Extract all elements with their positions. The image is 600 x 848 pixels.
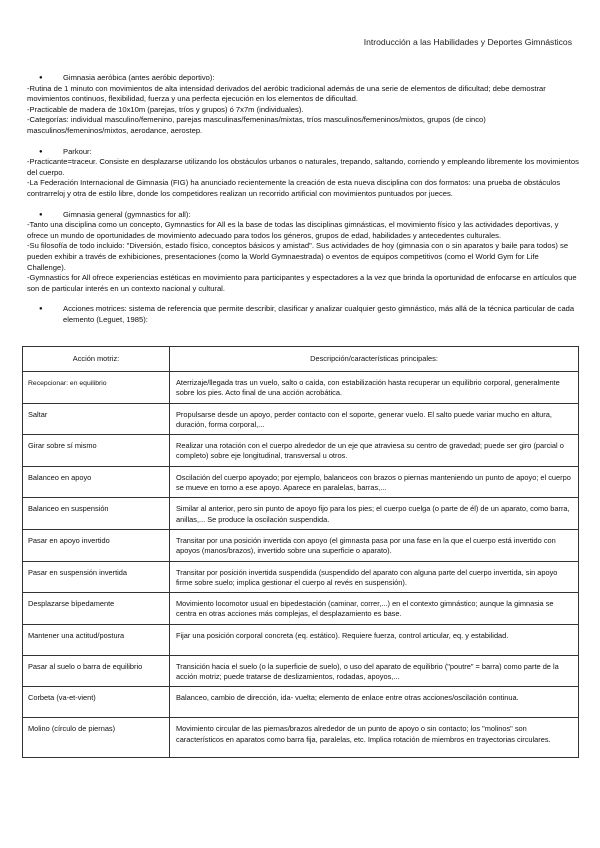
descripcion-cell: Similar al anterior, pero sin punto de apoyo fijo para los pies; el cuerpo cuelga (o parte de él) de un aparato, como barra, anillas,... Se produce la oscilación suspendida. [170,498,579,530]
descripcion-cell: Transitar por posición invertida suspendida (suspendido del aparato con alguna parte del cuerpo invertida, sin apoyo firme sobre suelo; implica gestionar el cuerpo al revés en suspensión). [170,561,579,593]
table-row [23,561,579,593]
accion-cell: Balanceo en apoyo [23,466,170,498]
table-row [23,529,579,561]
descripcion-cell: Realizar una rotación con el cuerpo alrededor de un eje que atraviesa su centro de gravedad; puede ser giro (parcial o completo) sobre eje longitudinal, transversal u otros. [170,435,579,467]
accion-cell: Pasar en suspensión invertida [23,561,170,593]
table-row [23,687,579,718]
paragraph: -Practicable de madera de 10x10m (parejas, tríos y grupos) ó 7x7m (individuales). [27,104,304,114]
accion-cell: Balanceo en suspensión [23,498,170,530]
table-row [23,372,579,404]
accion-cell: Desplazarse bípedamente [23,593,170,625]
paragraph: -Tanto una disciplina como un concepto, Gymnastics for All es la base de todas las disciplinas gimnásticas, el movimiento físico y las actividades deportivas, y ofrece un mundo de oportunidades de movimiento adecuado para todos los géneros, grupos de edad, habilidades y antecedentes culturales. [27,220,559,240]
descripcion-cell: Movimiento circular de las piernas/brazos alrededor de un punto de apoyo o sin contacto; los "molinos" son característicos en aparatos como barra fija, paralelas, etc. Implica rotación de miembros en trayectorias circulares. [170,718,579,758]
descripcion-cell: Fijar una posición corporal concreta (eq. estático). Requiere fuerza, control articular, eq. y estabilidad. [170,624,579,655]
paragraph: -Categorías: individual masculino/femenino, parejas masculinas/femeninas/mixtas, tríos masculinos/femeninos/mixtos, grupos (de cinco) masculinos/femeninos/mixtos, aerodance, aerostep. [27,115,486,135]
table-row [23,435,579,467]
accion-cell: Corbeta (va-et-vient) [23,687,170,718]
descripcion-cell: Movimiento locomotor usual en bipedestación (caminar, correr,...) en el contexto gimnástico; aunque la gimnasia se centra en otras acciones más complejas, el desplazamiento es base. [170,593,579,625]
descripcion-cell: Balanceo, cambio de dirección, ida- vuelta; elemento de enlace entre otras acciones/oscilación continua. [170,687,579,718]
accion-cell: Pasar al suelo o barra de equilibrio [23,655,170,687]
section-gimnasia-general [27,210,579,295]
paragraph: -Rutina de 1 minuto con movimientos de alta intensidad derivados del aeróbic tradicional además de una serie de elementos de dificultad; debe demostrar movimientos continuos, flexibilidad, fuerza y una perfecta ejecución en los elementos de dificultad. [27,83,546,104]
table-row [23,498,579,530]
section-heading: ● Gimnasia general (gymnastics for all): [27,210,579,221]
table-row [23,593,579,625]
section-aerobica [27,73,579,137]
accion-cell: Girar sobre sí mismo [23,435,170,467]
accion-cell [23,372,170,404]
table-row [23,466,579,498]
accion-cell: Pasar en apoyo invertido [23,529,170,561]
acciones-intro: ● Acciones motrices: sistema de referencia que permite describir, clasificar y analizar cualquier gesto gimnástico, más allá de la técnica particular de cada elemento (Leguet, 1985): [27,304,579,325]
column-header-accion: Acción motriz: [23,347,170,372]
page-header: Introducción a las Habilidades y Deportes Gimnásticos [363,37,572,47]
document-body [27,73,579,335]
table-header-row [23,347,579,372]
descripcion-cell: Propulsarse desde un apoyo, perder contacto con el soporte, generar vuelo. El salto puede variar mucho en altura, duración, forma corporal,... [170,403,579,435]
accion-cell: Mantener una actitud/postura [23,624,170,655]
section-heading: ● Parkour: [27,147,579,158]
paragraph: -Practicante=traceur. Consiste en desplazarse utilizando los obstáculos urbanos o naturales, trepando, saltando, corriendo y empleando libremente los movimientos del cuerpo. [27,157,579,177]
paragraph: -La Federación Internacional de Gimnasia (FIG) ha anunciado recientemente la creación de esta nueva disciplina con dos formatos: una prueba de obstáculos contrarreloj y otra de estilo libre, donde los competidores realizan un recorrido artificial con movimientos puntuados por jueces. [27,178,561,198]
column-header-descripcion: Descripción/características principales: [170,347,579,372]
paragraph: -Su filosofía de todo incluido: "Diversión, estado físico, conceptos básicos y amistad". Sus actividades de hoy (gimnasia con o sin aparatos y baile para todos) se pueden exhibir a través de exhibiciones, presentaciones (como la World Gymnaestrada) o eventos de equipos competitivos (como el World Gym for Life Challenge). [27,241,569,272]
descripcion-cell: Transición hacia el suelo (o la superficie de suelo), o uso del aparato de equilibrio ("poutre" = barra) como parte de la acción motriz; puede tratarse de deslizamientos, rodadas, apoyos,... [170,655,579,687]
descripcion-cell: Aterrizaje/llegada tras un vuelo, salto o caída, con estabilización hasta recuperar un equilibrio corporal, generalmente sobre los pies. Acto final de una acción acrobática. [170,372,579,404]
table-row [23,403,579,435]
accion-cell: Saltar [23,403,170,435]
section-parkour [27,147,579,200]
accion-label: Recepcionar: en equilibrio [28,380,107,387]
section-heading: ● Gimnasia aeróbica (antes aeróbic deportivo): [27,73,579,84]
table-row [23,718,579,758]
section-acciones [27,304,579,325]
acciones-table [22,346,579,758]
descripcion-cell: Oscilación del cuerpo apoyado; por ejemplo, balanceos con brazos o piernas manteniendo un punto de apoyo; el cuerpo se mueve en torno a ese apoyo. Aparece en paralelas, barras,... [170,466,579,498]
table-row [23,655,579,687]
descripcion-cell: Transitar por una posición invertida con apoyo (el gimnasta pasa por una fase en la que el cuerpo está invertido con apoyos (manos/brazos), invertido sobre una superficie o aparato). [170,529,579,561]
accion-cell: Molino (círculo de piernas) [23,718,170,758]
paragraph: -Gymnastics for All ofrece experiencias estéticas en movimiento para participantes y espectadores a la vez que brinda la oportunidad de enfocarse en artículos que son de particular interés en un contexto nacional y cultural. [27,273,577,293]
table-row [23,624,579,655]
